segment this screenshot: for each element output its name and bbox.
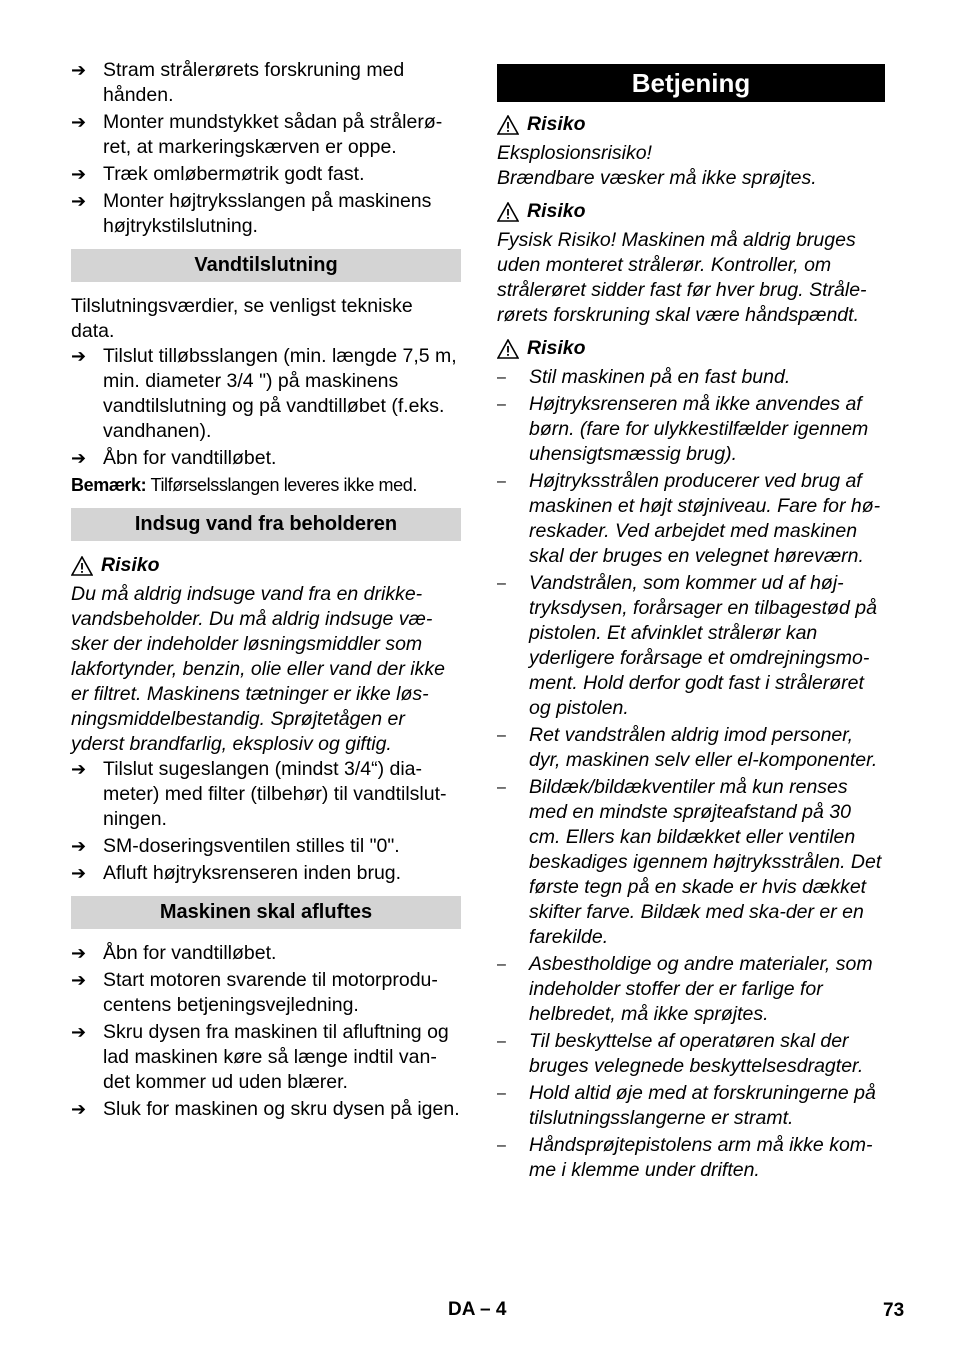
list-item: ➔ Åbn for vandtilløbet. — [71, 447, 277, 469]
risk-heading: Risiko — [497, 199, 885, 224]
list-item: – Hold altid øje med at forskruningerne på tilslutningsslangerne er stramt. — [497, 1082, 876, 1129]
arrow-right-icon: ➔ — [71, 191, 87, 211]
list-item: – Ret vandstrålen aldrig imod personer, dyr, maskinen selv eller el-komponenter. — [497, 724, 878, 771]
arrow-right-icon: ➔ — [71, 836, 87, 856]
risk-text: Brændbare væsker må ikke sprøjtes. — [497, 167, 817, 189]
risk-text: Du må aldrig indsuge vand fra en drikke-vandsbeholder. Du må aldrig indsuge væ-sker der indeholder løsningsmiddler som lakfortynder, benzin, olie eller vand der ikke er filtret. Maskinens tætninger er ikke løs-ningsmiddelbestandig. Sprøjtetågen er yderst brandfarlig, eksplosiv og giftig. — [71, 583, 445, 755]
list-item: ➔ Monter mundstykket sådan på strålerø-ret, at markeringskærven er oppe. — [71, 111, 443, 158]
page-title: Betjening — [497, 64, 885, 102]
arrow-right-icon: ➔ — [71, 448, 87, 468]
arrow-right-icon: ➔ — [71, 1099, 87, 1119]
risk-text: Eksplosionsrisiko! — [497, 142, 652, 164]
list-item: ➔ Tilslut sugeslangen (mindst 3/4“) dia-meter) med filter (tilbehør) til vandtilslut-ningen. — [71, 758, 447, 830]
list-item: ➔ Start motoren svarende til motorprodu-centens betjeningsvejledning. — [71, 969, 438, 1016]
arrow-right-icon: ➔ — [71, 759, 87, 779]
page-number: 73 — [883, 1300, 905, 1321]
dash-icon: – — [497, 575, 506, 592]
arrow-right-icon: ➔ — [71, 346, 87, 366]
note-text: Tilførselsslangen leveres ikke med. — [150, 475, 417, 495]
dash-icon: – — [497, 1033, 506, 1050]
list-item: – Højtryksrenseren må ikke anvendes af børn. (fare for ulykkestilfælder igennem uhensigtsmæssig brug). — [497, 393, 869, 465]
left-column — [71, 58, 461, 1124]
risk-heading: Risiko — [497, 336, 885, 361]
list-item: – Stil maskinen på en fast bund. — [497, 366, 791, 388]
list-item: – Håndsprøjtepistolens arm må ikke kom-me i klemme under driften. — [497, 1134, 873, 1181]
footer-section-label: DA – 4 — [448, 1299, 507, 1320]
dash-icon: – — [497, 369, 506, 386]
dash-icon: – — [497, 727, 506, 744]
list-item: ➔ Skru dysen fra maskinen til afluftning og lad maskinen køre så længe indtil van-det kommer ud uden blærer. — [71, 1021, 449, 1093]
list-item: – Asbestholdige og andre materialer, som indeholder stoffer der er farlige for helbredet, må ikke sprøjtes. — [497, 953, 873, 1025]
dash-icon: – — [497, 396, 506, 413]
warning-triangle-icon — [497, 339, 519, 359]
risk-text: Fysisk Risiko! Maskinen må aldrig bruges uden monteret strålerør. Kontroller, om strålerøret sidder fast før hver brug. Stråle-rørets forskruning skal være håndspændt. — [497, 229, 867, 326]
arrow-right-icon: ➔ — [71, 164, 87, 184]
list-item: – Vandstrålen, som kommer ud af høj-tryksdysen, forårsager en tilbagestød på pistolen. Et afvinklet strålerør kan yderligere forårsage et omdrejningsmo-ment. Hold derfor godt fast i strålerøret og pistolen. — [497, 572, 877, 719]
list-item: ➔ SM-doseringsventilen stilles til "0". — [71, 835, 400, 857]
dash-icon: – — [497, 956, 506, 973]
warning-triangle-icon — [71, 556, 93, 576]
section-heading-afluft: Maskinen skal afluftes — [71, 896, 461, 929]
arrow-right-icon: ➔ — [71, 863, 87, 883]
section-heading-indsug: Indsug vand fra beholderen — [71, 508, 461, 541]
list-item: ➔ Stram strålerørets forskruning med hånden. — [71, 59, 405, 106]
list-item: – Højtryksstrålen producerer ved brug af maskinen et højt støjniveau. Fare for hø-reskader. Ved arbejdet med maskinen skal der bruges en velegnet høreværn. — [497, 470, 881, 567]
dash-icon: – — [497, 779, 506, 796]
warning-triangle-icon — [497, 115, 519, 135]
paragraph: Tilslutningsværdier, se venligst tekniske data. — [71, 295, 413, 342]
dash-icon: – — [497, 1137, 506, 1154]
arrow-right-icon: ➔ — [71, 112, 87, 132]
intro-bullets — [71, 58, 461, 239]
list-item: ➔ Afluft højtryksrenseren inden brug. — [71, 862, 402, 884]
list-item: ➔ Træk omløbermøtrik godt fast. — [71, 163, 365, 185]
right-column — [497, 58, 885, 1185]
risk-heading: Risiko — [497, 112, 885, 137]
arrow-right-icon: ➔ — [71, 60, 87, 80]
list-item: – Bildæk/bildækventiler må kun renses med en mindste sprøjteafstand på 30 cm. Ellers kan bildækket eller ventilen beskadiges igennem højtryksstrålen. Det første tegn på en skade er hvis dækket skifter farve. Bildæk med ska-der er en farekilde. — [497, 776, 882, 948]
list-item: ➔ Tilslut tilløbsslangen (min. længde 7,5 m, min. diameter 3/4 ") på maskinens vandtilslutning og på vandtilløbet (f.eks. vandhanen). — [71, 345, 457, 442]
note — [71, 473, 461, 498]
list-item: ➔ Monter højtryksslangen på maskinens højtrykstilslutning. — [71, 190, 432, 237]
dash-icon: – — [497, 473, 506, 490]
warning-triangle-icon — [497, 202, 519, 222]
list-item: ➔ Åbn for vandtilløbet. — [71, 942, 277, 964]
arrow-right-icon: ➔ — [71, 1022, 87, 1042]
list-item: – Til beskyttelse af operatøren skal der bruges velegnede beskyttelsesdragter. — [497, 1030, 864, 1077]
section-heading-vandtilslutning: Vandtilslutning — [71, 249, 461, 282]
arrow-right-icon: ➔ — [71, 970, 87, 990]
dash-icon: – — [497, 1085, 506, 1102]
risk-heading: Risiko — [71, 553, 461, 578]
list-item: ➔ Sluk for maskinen og skru dysen på igen. — [71, 1098, 460, 1120]
arrow-right-icon: ➔ — [71, 943, 87, 963]
note-label: Bemærk: — [71, 475, 147, 495]
